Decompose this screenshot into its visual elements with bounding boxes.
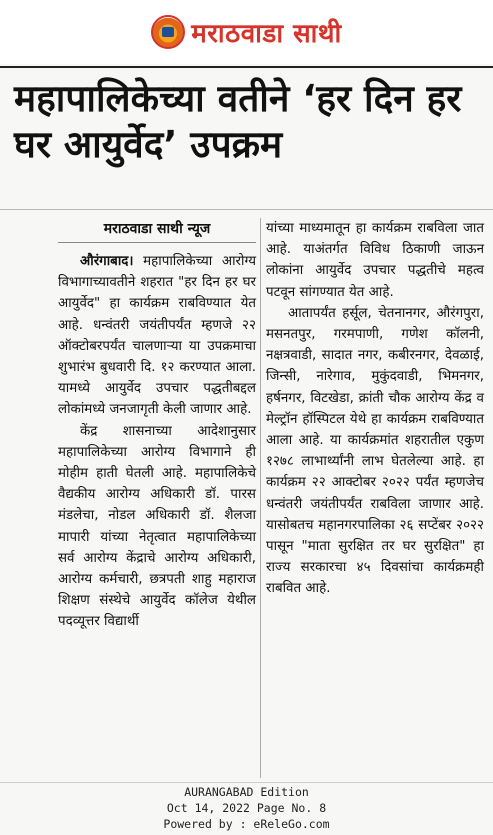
article-column-left — [58, 218, 256, 633]
column-divider — [260, 218, 261, 778]
footer-edition: AURANGABAD Edition — [184, 785, 309, 799]
article-paragraph-1 — [58, 251, 256, 421]
article-paragraph-2-continued: यांच्या माध्यमातून हा कार्यक्रम राबविला जात आहे. याअंतर्गत विविध ठिकाणी जाऊन लोकांना आयुर्वेद उपचार पद्धतीचे महत्व पटवून सांगण्यात येत आहे. — [266, 221, 484, 300]
masthead-title: मराठवाडा साथी — [191, 19, 342, 49]
article-byline: मराठवाडा साथी न्यूज — [58, 218, 256, 243]
masthead-logo — [151, 14, 342, 50]
masthead-divider — [0, 66, 493, 68]
footer-powered-by: Powered by : eReleGo.com — [163, 817, 330, 831]
headline-divider — [0, 209, 493, 210]
article-paragraph-2: केंद्र शासनाच्या आदेशानुसार महापालिकेच्या आरोग्य विभागाने ही मोहीम हाती घेतली आहे. महापालिकेचे वैद्यकीय आरोग्य अधिकारी डॉ. पारस मंडलेचा, नोडल अधिकारी डॉ. शैलजा मापारी यांच्या नेतृत्वात महापालिकेच्या सर्व आरोग्य केंद्राचे आरोग्य अधिकारी, आरोग्य कर्मचारी, छत्रपती शाहु महाराज शिक्षण संस्थेचे आयुर्वेद कॉलेज येथील पदव्यूत्तर विद्यार्थी — [58, 423, 256, 630]
newspaper-emblem-icon — [151, 15, 185, 49]
footer-divider — [0, 782, 493, 783]
masthead — [0, 0, 493, 64]
article-paragraph-1-text: महापालिकेच्या आरोग्य विभागाच्यावतीने शहरात "हर दिन हर घर आयुर्वेद" हा कार्यक्रम राबविण्यात येत आहे. धन्वंतरी जयंतीपर्यंत म्हणजे २२ ऑक्टोबरपर्यंत चालणाऱ्या या उपक्रमाचा शुभारंभ बुधवारी दि. १२ करण्यात आला. यामध्ये आयुर्वेद उपचार पद्धतीबद्दल लोकांमध्ये जनजागृती केली जाणार आहे. — [58, 254, 256, 418]
article-column-right — [266, 218, 484, 600]
page-footer — [0, 784, 493, 832]
article-dateline: औरंगाबाद। — [80, 254, 134, 269]
article-headline: महापालिकेच्या वतीने ‘हर दिन हर घर आयुर्वेद’ उपक्रम — [14, 77, 462, 166]
footer-date-page: Oct 14, 2022 Page No. 8 — [166, 801, 327, 815]
article-paragraph-3: आतापर्यंत हर्सूल, चेतनानगर, औरंगपुरा, मसनतपुर, गरमपाणी, गणेश कॉलनी, नक्षत्रवाडी, सादात नगर, कबीरनगर, देवळाई, जिन्सी, नारेगाव, मुकुंदवाडी, भिमनगर, हर्षनगर, विटखेडा, क्रांती चौक आरोग्य केंद्र व मेल्ट्रॉन हॉस्पिटल येथे हा कार्यक्रम राबविण्यात आला आहे. या कार्यक्रमांत शहरातील एकुण १२७८ लाभार्थ्यांनी लाभ घेतलेल्या आहे. हा कार्यक्रम २२ आक्टोबर २०२२ पर्यंत म्हणजेच धन्वंतरी जयंतीपर्यंत राबविला जाणार आहे. यासोबतच महानगरपालिका २६ सप्टेंबर २०२२ पासून "माता सुरक्षित तर घर सुरक्षित" हा राज्य सरकारचा ४५ दिवसांचा कार्यक्रमही राबवित आहे. — [266, 305, 484, 597]
